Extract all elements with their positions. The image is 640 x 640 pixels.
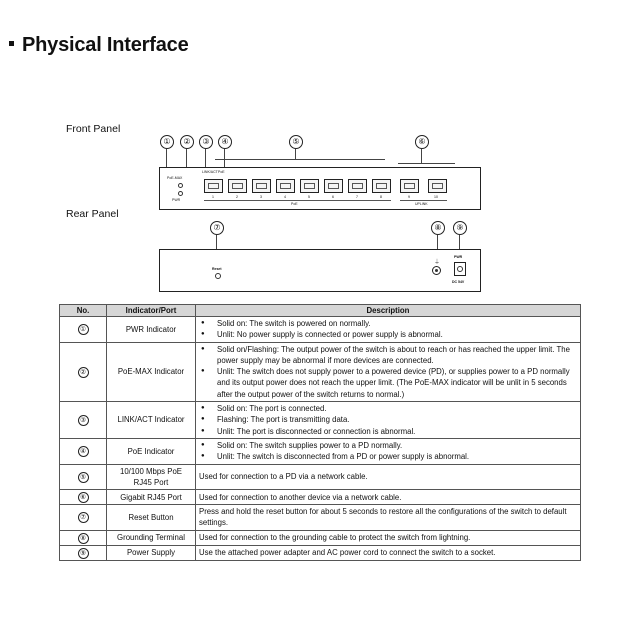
row-number [60, 438, 107, 464]
desc-item: ● Unlit: The switch does not supply power to a powered device (PD), or supplies power to a PD normally and its output power does not reach the upper limit. (The PoE-MAX indicator will be unlit in 5 seconds after the output power of the switch returns to normal.) [199, 366, 577, 400]
row-number-circle: ③ [78, 415, 89, 426]
callout-6: ⑥ [415, 135, 429, 149]
uplink-port-10[interactable] [428, 179, 447, 193]
port-number: 6 [332, 195, 334, 199]
port-number: 3 [260, 195, 262, 199]
poe-port-6[interactable] [324, 179, 343, 193]
reset-button[interactable] [215, 273, 221, 279]
desc-item: ● Flashing: The port is transmitting data. [199, 414, 577, 425]
front-panel-label: Front Panel [66, 123, 121, 135]
port-number: 2 [236, 195, 238, 199]
table-row [60, 402, 581, 439]
pwr-label: PWR [454, 255, 463, 259]
table-row [60, 530, 581, 545]
table-header-row [60, 305, 581, 317]
poe-port-2[interactable] [228, 179, 247, 193]
row-number-circle: ⑤ [78, 472, 89, 483]
front-panel-device [159, 167, 481, 210]
row-number [60, 402, 107, 439]
poe-group-line [204, 200, 391, 201]
row-name: Gigabit RJ45 Port [107, 490, 196, 505]
power-jack-icon [457, 266, 463, 272]
header-no: No. [60, 305, 107, 317]
leader-line [295, 149, 296, 159]
poe-port-4[interactable] [276, 179, 295, 193]
desc-item: ● Unlit: No power supply is connected or power supply is abnormal. [199, 329, 577, 340]
row-name: Grounding Terminal [107, 530, 196, 545]
bullet-icon [9, 41, 14, 46]
poe-max-led [178, 183, 183, 188]
row-description [196, 342, 581, 401]
row-number [60, 530, 107, 545]
terminal-screw-icon [435, 269, 438, 272]
table-row [60, 438, 581, 464]
row-number-circle: ⑥ [78, 492, 89, 503]
table-row [60, 505, 581, 531]
callout-5: ⑤ [289, 135, 303, 149]
ground-icon: ⏚ [434, 260, 441, 266]
row-number-circle: ⑨ [78, 548, 89, 559]
callout-1: ① [160, 135, 174, 149]
uplink-group-line [400, 200, 447, 201]
pwr-label: PWR [172, 198, 181, 202]
callout-2: ② [180, 135, 194, 149]
leader-bracket [398, 163, 455, 164]
row-number [60, 505, 107, 531]
row-name: Power Supply [107, 545, 196, 560]
row-number-circle: ⑧ [78, 533, 89, 544]
poe-port-1[interactable] [204, 179, 223, 193]
row-description [196, 438, 581, 464]
desc-item: ● Unlit: The port is disconnected or connection is abnormal. [199, 426, 577, 437]
power-jack[interactable] [454, 262, 466, 276]
desc-item: ● Solid on/Flashing: The output power of the switch is about to reach or has reached the upper limit. The power supply may be abnormal if more devices are connected. [199, 344, 577, 367]
desc-item: ● Solid on: The switch supplies power to a PD normally. [199, 440, 577, 451]
row-description: Used for connection to another device via a network cable. [196, 490, 581, 505]
dc-label: DC 54V [452, 280, 465, 284]
desc-item: ● Solid on: The switch is powered on normally. [199, 318, 577, 329]
port-number: 8 [380, 195, 382, 199]
row-description: Use the attached power adapter and AC power cord to connect the switch to a socket. [196, 545, 581, 560]
poe-led-label: PoE [218, 170, 225, 174]
table-row [60, 545, 581, 560]
port-number: 5 [308, 195, 310, 199]
port-number: 10 [434, 195, 438, 199]
row-name: PoE-MAX Indicator [107, 342, 196, 401]
poe-port-3[interactable] [252, 179, 271, 193]
interface-table [59, 304, 581, 561]
row-number-circle: ① [78, 324, 89, 335]
port-number: 1 [212, 195, 214, 199]
pwr-led [178, 191, 183, 196]
row-number-circle: ⑦ [78, 512, 89, 523]
poe-port-8[interactable] [372, 179, 391, 193]
poe-max-label: PoE-MAX [167, 176, 183, 180]
row-name: 10/100 Mbps PoE RJ45 Port [107, 464, 196, 490]
row-name: Reset Button [107, 505, 196, 531]
desc-item: ● Unlit: The switch is disconnected from a PD or power supply is abnormal. [199, 451, 577, 462]
header-indicator: Indicator/Port [107, 305, 196, 317]
leader-line [421, 149, 422, 163]
row-number [60, 490, 107, 505]
leader-line [205, 149, 206, 167]
port-number: 9 [408, 195, 410, 199]
leader-line [224, 149, 225, 167]
table-row [60, 464, 581, 490]
row-number [60, 342, 107, 401]
section-title [9, 34, 189, 57]
grounding-terminal[interactable] [432, 266, 441, 275]
row-description: Press and hold the reset button for about 5 seconds to restore all the configurations of the switch to default settings. [196, 505, 581, 531]
row-number [60, 317, 107, 343]
port-number: 7 [356, 195, 358, 199]
reset-label: Reset [212, 267, 222, 271]
uplink-port-9[interactable] [400, 179, 419, 193]
row-description [196, 402, 581, 439]
table-row [60, 317, 581, 343]
table-row [60, 342, 581, 401]
poe-port-7[interactable] [348, 179, 367, 193]
callout-8: ⑧ [431, 221, 445, 235]
link-act-label: LINK/ACT [202, 170, 218, 174]
row-name: PoE Indicator [107, 438, 196, 464]
row-name: PWR Indicator [107, 317, 196, 343]
row-number [60, 545, 107, 560]
row-description: Used for connection to a PD via a network cable. [196, 464, 581, 490]
row-number-circle: ④ [78, 446, 89, 457]
callout-3: ③ [199, 135, 213, 149]
poe-port-5[interactable] [300, 179, 319, 193]
poe-group-label: PoE [291, 202, 298, 206]
header-description: Description [196, 305, 581, 317]
port-number: 4 [284, 195, 286, 199]
rear-panel-device [159, 249, 481, 292]
section-title-text: Physical Interface [22, 34, 189, 56]
row-description [196, 317, 581, 343]
uplink-group-label: UPLINK [415, 202, 428, 206]
table-row [60, 490, 581, 505]
callout-9: ⑨ [453, 221, 467, 235]
row-description: Used for connection to the grounding cable to protect the switch from lightning. [196, 530, 581, 545]
desc-item: ● Solid on: The port is connected. [199, 403, 577, 414]
rear-panel-label: Rear Panel [66, 208, 119, 220]
callout-4: ④ [218, 135, 232, 149]
row-number-circle: ② [78, 367, 89, 378]
row-number [60, 464, 107, 490]
callout-7: ⑦ [210, 221, 224, 235]
row-name: LINK/ACT Indicator [107, 402, 196, 439]
leader-bracket [215, 159, 385, 160]
